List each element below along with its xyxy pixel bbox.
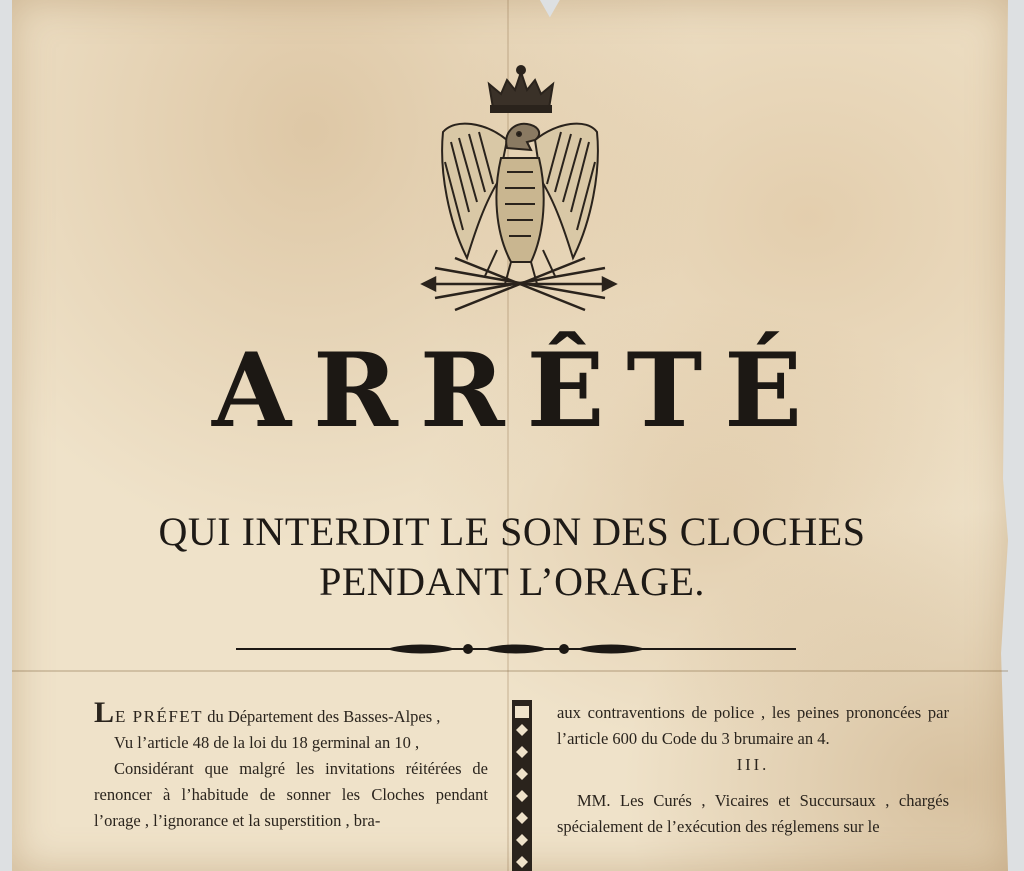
- column-divider-ornament: [510, 700, 534, 871]
- paragraph-cures: MM. Les Curés , Vicaires et Succursaux , chargés spécialement de l’exécution des réglemens sur le: [557, 791, 949, 836]
- prefet-heading: E PRÉFET: [115, 707, 204, 726]
- opening-paragraph: [94, 696, 488, 730]
- paragraph-considerant: Considérant que malgré les invitations réitérées de renoncer à l’habitude de sonner les Cloches pendant l’orage , l’ignorance et la superstition , bra-: [94, 759, 488, 830]
- horizontal-fold: [12, 670, 1008, 672]
- subtitle-line-1: QUI INTERDIT LE SON DES CLOCHES: [158, 509, 866, 554]
- page-title: ARRÊTÉ: [211, 331, 825, 451]
- paragraph-contraventions: aux contraventions de police , les peines prononcées par l’article 600 du Code du 3 brumaire an 4.: [557, 703, 949, 748]
- article-number: III.: [736, 755, 770, 774]
- dropcap-letter: L: [94, 696, 116, 729]
- ornamental-rule: [236, 640, 796, 658]
- left-column: [94, 696, 488, 834]
- imperial-eagle-icon: [415, 62, 621, 320]
- subtitle: [0, 507, 1024, 607]
- subtitle-line-2: PENDANT L’ORAGE.: [319, 559, 705, 604]
- paragraph-vu: Vu l’article 48 de la loi du 18 germinal an 10 ,: [114, 733, 420, 752]
- right-column: [557, 700, 949, 840]
- opening-text: du Département des Basses-Alpes ,: [203, 707, 441, 726]
